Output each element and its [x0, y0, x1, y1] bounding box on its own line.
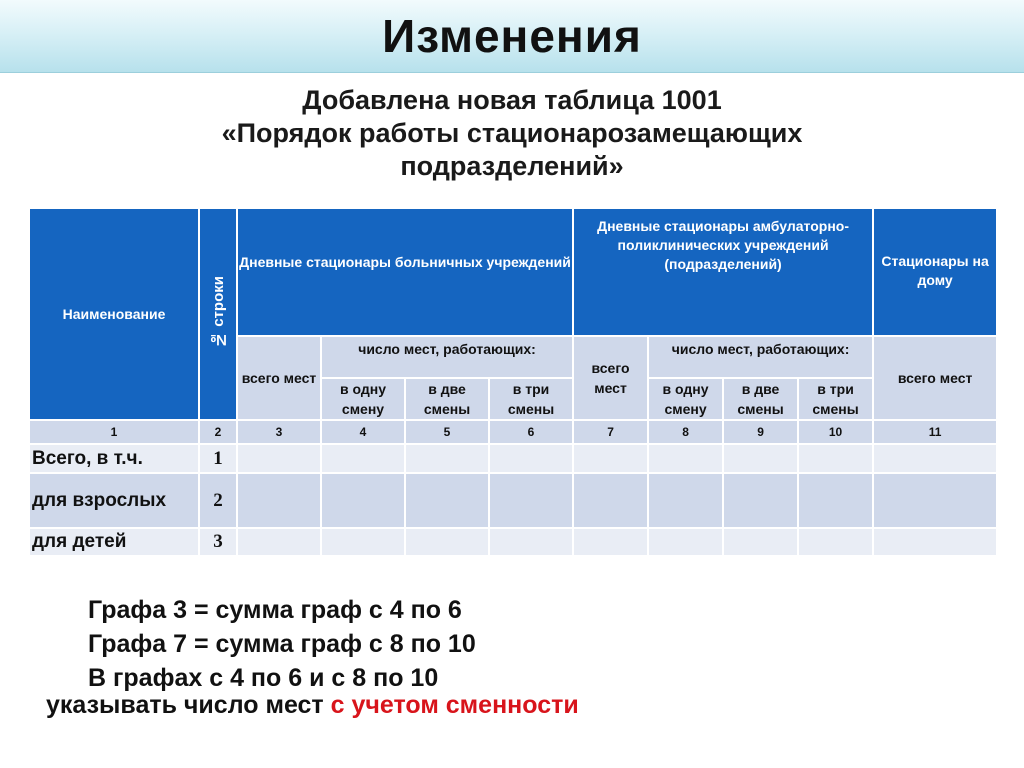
column-number: 2	[199, 420, 237, 444]
row-number: 3	[199, 528, 237, 556]
table-cell	[405, 444, 489, 473]
subtitle-line: «Порядок работы стационарозамещающих	[221, 118, 803, 148]
subtitle-line: Добавлена новая таблица 1001	[302, 85, 722, 115]
column-numbers-row	[29, 420, 997, 444]
header-total-places: всего мест	[573, 336, 648, 420]
table-cell	[489, 528, 573, 556]
table-cell	[405, 528, 489, 556]
title-bar	[0, 0, 1024, 73]
table-row	[29, 528, 997, 556]
table-cell	[321, 444, 405, 473]
row-number: 1	[199, 444, 237, 473]
header-total-places: всего мест	[873, 336, 997, 420]
table-cell	[237, 528, 321, 556]
header-group-hospital: Дневные стационары больничных учреждений	[237, 208, 573, 336]
table-cell	[873, 528, 997, 556]
note-line: Графа 7 = сумма граф с 8 по 10	[88, 630, 476, 658]
header-total-places: всего мест	[237, 336, 321, 420]
row-label: для детей	[29, 528, 199, 556]
note-text: указывать число мест	[46, 691, 331, 719]
table-cell	[237, 444, 321, 473]
table-cell	[321, 473, 405, 528]
header-two-shifts: в две смены	[723, 378, 798, 420]
table-cell	[723, 473, 798, 528]
header-three-shifts: в три смены	[798, 378, 873, 420]
table-cell	[237, 473, 321, 528]
table-cell	[723, 528, 798, 556]
header-name: Наименование	[29, 208, 199, 420]
note-line: Графа 3 = сумма граф с 4 по 6	[88, 596, 462, 624]
table-cell	[405, 473, 489, 528]
page-title: Изменения	[382, 10, 642, 62]
header-working-places: число мест, работающих:	[321, 336, 573, 378]
header-row-number-label: № строки	[209, 275, 227, 348]
table-cell	[489, 473, 573, 528]
header-one-shift: в одну смену	[648, 378, 723, 420]
report-table	[28, 207, 998, 557]
table-cell	[873, 473, 997, 528]
table-cell	[573, 444, 648, 473]
column-number: 6	[489, 420, 573, 444]
table-cell	[873, 444, 997, 473]
column-number: 4	[321, 420, 405, 444]
note-line: В графах с 4 по 6 и с 8 по 10	[88, 664, 439, 692]
table-cell	[798, 528, 873, 556]
note-highlight: с учетом сменности	[330, 691, 579, 719]
column-number: 1	[29, 420, 199, 444]
table-cell	[489, 444, 573, 473]
table-cell	[648, 528, 723, 556]
table-cell	[321, 528, 405, 556]
subtitle-line: подразделений»	[400, 151, 624, 181]
column-number: 10	[798, 420, 873, 444]
header-working-places: число мест, работающих:	[648, 336, 873, 378]
table-cell	[798, 444, 873, 473]
column-number: 3	[237, 420, 321, 444]
column-number: 7	[573, 420, 648, 444]
header-group-outpatient: Дневные стационары амбулаторно-поликлинических учреждений (подразделений)	[573, 208, 873, 336]
header-three-shifts: в три смены	[489, 378, 573, 420]
column-number: 9	[723, 420, 798, 444]
row-label: для взрослых	[29, 473, 199, 528]
table-cell	[648, 444, 723, 473]
row-label: Всего, в т.ч.	[29, 444, 199, 473]
header-two-shifts: в две смены	[405, 378, 489, 420]
table-cell	[648, 473, 723, 528]
table-cell	[573, 473, 648, 528]
column-number: 5	[405, 420, 489, 444]
subtitle	[0, 84, 1024, 183]
table-cell	[798, 473, 873, 528]
table-row	[29, 444, 997, 473]
table-cell	[723, 444, 798, 473]
column-number: 8	[648, 420, 723, 444]
header-row-number	[199, 208, 237, 420]
column-number: 11	[873, 420, 997, 444]
table-cell	[573, 528, 648, 556]
row-number: 2	[199, 473, 237, 528]
header-one-shift: в одну смену	[321, 378, 405, 420]
table-row	[29, 473, 997, 528]
note-line	[46, 691, 579, 720]
header-group-home: Стационары на дому	[873, 208, 997, 336]
